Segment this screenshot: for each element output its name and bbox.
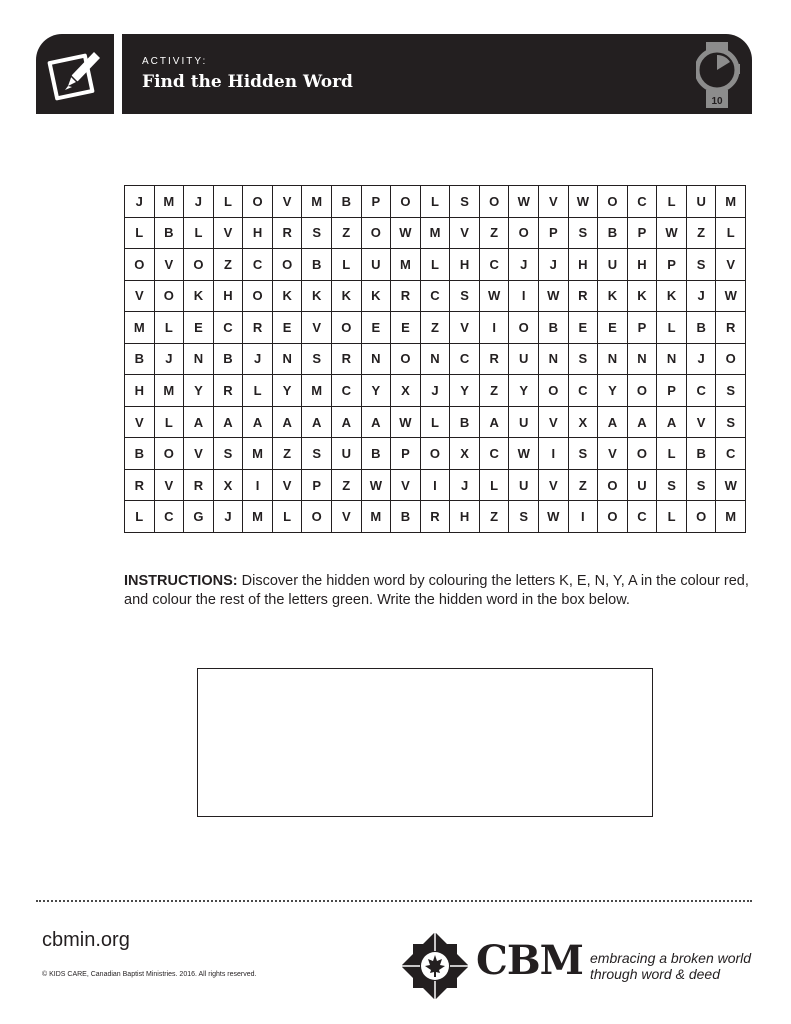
grid-cell[interactable]: S [687, 470, 717, 502]
grid-cell[interactable]: W [716, 281, 746, 313]
grid-cell[interactable]: Y [598, 375, 628, 407]
grid-cell[interactable]: C [480, 438, 510, 470]
grid-cell[interactable]: O [421, 438, 451, 470]
grid-cell[interactable]: W [509, 438, 539, 470]
grid-cell[interactable]: O [391, 344, 421, 376]
grid-cell[interactable]: O [480, 186, 510, 218]
grid-cell[interactable]: Y [509, 375, 539, 407]
grid-cell[interactable]: Z [480, 375, 510, 407]
grid-cell[interactable]: R [125, 470, 155, 502]
grid-cell[interactable]: E [569, 312, 599, 344]
grid-cell[interactable]: M [716, 501, 746, 533]
grid-cell[interactable]: V [539, 186, 569, 218]
grid-cell[interactable]: B [687, 438, 717, 470]
grid-cell[interactable]: C [450, 344, 480, 376]
grid-cell[interactable]: E [273, 312, 303, 344]
grid-cell[interactable]: O [598, 470, 628, 502]
grid-cell[interactable]: N [184, 344, 214, 376]
grid-cell[interactable]: Z [332, 218, 362, 250]
grid-cell[interactable]: S [687, 249, 717, 281]
grid-cell[interactable]: E [184, 312, 214, 344]
grid-cell[interactable]: J [687, 281, 717, 313]
grid-cell[interactable]: U [332, 438, 362, 470]
grid-cell[interactable]: C [687, 375, 717, 407]
grid-cell[interactable]: M [125, 312, 155, 344]
grid-cell[interactable]: H [569, 249, 599, 281]
grid-cell[interactable]: W [362, 470, 392, 502]
grid-cell[interactable]: S [302, 344, 332, 376]
header-icon-block [36, 34, 114, 114]
activity-kicker: ACTIVITY: [142, 56, 208, 67]
grid-cell[interactable]: C [716, 438, 746, 470]
grid-cell[interactable]: P [362, 186, 392, 218]
grid-cell[interactable]: L [657, 186, 687, 218]
grid-cell[interactable]: B [391, 501, 421, 533]
grid-cell[interactable]: W [391, 218, 421, 250]
grid-cell[interactable]: B [539, 312, 569, 344]
grid-cell[interactable]: R [273, 218, 303, 250]
grid-cell[interactable]: S [569, 438, 599, 470]
grid-cell[interactable]: S [509, 501, 539, 533]
grid-cell[interactable]: B [155, 218, 185, 250]
grid-cell[interactable]: A [362, 407, 392, 439]
grid-cell[interactable]: J [687, 344, 717, 376]
grid-cell[interactable]: L [480, 470, 510, 502]
grid-cell[interactable]: O [184, 249, 214, 281]
grid-cell[interactable]: A [332, 407, 362, 439]
grid-cell[interactable]: B [362, 438, 392, 470]
grid-cell[interactable]: K [184, 281, 214, 313]
grid-cell[interactable]: B [302, 249, 332, 281]
grid-cell[interactable]: L [716, 218, 746, 250]
grid-cell[interactable]: R [243, 312, 273, 344]
copyright: © KIDS CARE, Canadian Baptist Ministries. 2016. All rights reserved. [42, 971, 257, 978]
grid-cell[interactable]: J [125, 186, 155, 218]
grid-cell[interactable]: H [125, 375, 155, 407]
grid-cell[interactable]: O [509, 218, 539, 250]
grid-cell[interactable]: J [509, 249, 539, 281]
grid-cell[interactable]: O [687, 501, 717, 533]
grid-cell[interactable]: W [716, 470, 746, 502]
grid-cell[interactable]: V [155, 470, 185, 502]
grid-cell[interactable]: O [509, 312, 539, 344]
grid-cell[interactable]: X [391, 375, 421, 407]
instructions [124, 572, 754, 610]
grid-cell[interactable]: U [362, 249, 392, 281]
grid-cell[interactable]: M [302, 375, 332, 407]
grid-cell[interactable]: J [155, 344, 185, 376]
grid-cell[interactable]: C [628, 501, 658, 533]
grid-cell[interactable]: K [362, 281, 392, 313]
grid-cell[interactable]: S [569, 344, 599, 376]
grid-cell[interactable]: B [687, 312, 717, 344]
grid-cell[interactable]: M [243, 501, 273, 533]
site-url[interactable]: cbmin.org [42, 929, 130, 951]
grid-cell[interactable]: N [598, 344, 628, 376]
grid-cell[interactable]: N [657, 344, 687, 376]
grid-cell[interactable]: L [421, 249, 451, 281]
grid-cell[interactable]: Z [421, 312, 451, 344]
grid-cell[interactable]: C [421, 281, 451, 313]
stopwatch-icon [696, 42, 742, 108]
activity-title: Find the Hidden Word [142, 72, 353, 92]
grid-cell[interactable]: L [657, 312, 687, 344]
grid-cell[interactable]: P [391, 438, 421, 470]
grid-cell[interactable]: O [125, 249, 155, 281]
cbm-wordmark: CBM [476, 937, 583, 984]
grid-cell[interactable]: V [687, 407, 717, 439]
grid-cell[interactable]: V [184, 438, 214, 470]
grid-cell[interactable]: W [539, 501, 569, 533]
grid-cell[interactable]: O [362, 218, 392, 250]
grid-cell[interactable]: L [184, 218, 214, 250]
grid-cell[interactable]: C [569, 375, 599, 407]
grid-cell[interactable]: A [598, 407, 628, 439]
grid-cell[interactable]: R [214, 375, 244, 407]
grid-cell[interactable]: V [391, 470, 421, 502]
grid-cell[interactable]: P [302, 470, 332, 502]
grid-cell[interactable]: O [302, 501, 332, 533]
grid-cell[interactable]: U [509, 344, 539, 376]
grid-cell[interactable]: N [362, 344, 392, 376]
grid-cell[interactable]: X [569, 407, 599, 439]
grid-cell[interactable]: R [391, 281, 421, 313]
grid-cell[interactable]: K [332, 281, 362, 313]
grid-cell[interactable]: A [243, 407, 273, 439]
grid-cell[interactable]: L [155, 312, 185, 344]
grid-cell[interactable]: V [450, 312, 480, 344]
tagline-line-1: embracing a broken world [590, 950, 752, 966]
grid-cell[interactable]: A [657, 407, 687, 439]
grid-cell[interactable]: Z [687, 218, 717, 250]
grid-cell[interactable]: P [657, 249, 687, 281]
grid-cell[interactable]: O [716, 344, 746, 376]
grid-cell[interactable]: U [687, 186, 717, 218]
grid-cell[interactable]: X [214, 470, 244, 502]
grid-cell[interactable]: Z [273, 438, 303, 470]
grid-cell[interactable]: C [480, 249, 510, 281]
grid-cell[interactable]: I [569, 501, 599, 533]
grid-cell[interactable]: I [539, 438, 569, 470]
grid-cell[interactable]: M [716, 186, 746, 218]
grid-cell[interactable]: C [332, 375, 362, 407]
grid-cell[interactable]: U [509, 407, 539, 439]
instructions-text: Discover the hidden word by colouring the letters K, E, N, Y, A in the colour red, and colour the rest of the letters green. Write the hidden word in the box below. [124, 573, 749, 608]
grid-cell[interactable]: J [450, 470, 480, 502]
grid-cell[interactable]: C [214, 312, 244, 344]
grid-cell[interactable]: V [273, 470, 303, 502]
grid-cell[interactable]: Z [480, 218, 510, 250]
grid-cell[interactable]: H [450, 249, 480, 281]
tagline-line-2: through word & deed [590, 966, 720, 982]
grid-cell[interactable]: O [628, 375, 658, 407]
grid-cell[interactable]: L [273, 501, 303, 533]
cbm-maple-leaf-logo-icon [402, 933, 468, 999]
grid-cell[interactable]: P [628, 218, 658, 250]
grid-cell[interactable]: E [362, 312, 392, 344]
grid-cell[interactable]: V [273, 186, 303, 218]
grid-cell[interactable]: B [450, 407, 480, 439]
grid-cell[interactable]: N [273, 344, 303, 376]
grid-cell[interactable]: R [569, 281, 599, 313]
grid-cell[interactable]: L [125, 218, 155, 250]
grid-cell[interactable]: B [332, 186, 362, 218]
grid-cell[interactable]: B [125, 344, 155, 376]
grid-cell[interactable]: R [332, 344, 362, 376]
grid-cell[interactable]: A [214, 407, 244, 439]
grid-cell[interactable]: S [302, 218, 332, 250]
grid-cell[interactable]: L [332, 249, 362, 281]
grid-cell[interactable]: S [450, 186, 480, 218]
pencil-paper-icon [44, 42, 106, 106]
grid-cell[interactable]: P [657, 375, 687, 407]
footer-divider [36, 900, 752, 902]
grid-cell[interactable]: O [598, 501, 628, 533]
grid-cell[interactable]: V [302, 312, 332, 344]
grid-cell[interactable]: Y [184, 375, 214, 407]
grid-cell[interactable]: Y [273, 375, 303, 407]
grid-cell[interactable]: M [421, 218, 451, 250]
grid-cell[interactable]: H [214, 281, 244, 313]
grid-cell[interactable]: H [450, 501, 480, 533]
grid-cell[interactable]: W [509, 186, 539, 218]
grid-cell[interactable]: O [332, 312, 362, 344]
grid-cell[interactable]: S [657, 470, 687, 502]
grid-cell[interactable]: O [243, 186, 273, 218]
grid-cell[interactable]: M [243, 438, 273, 470]
grid-cell[interactable]: N [539, 344, 569, 376]
grid-cell[interactable]: V [332, 501, 362, 533]
grid-cell[interactable]: R [716, 312, 746, 344]
grid-cell[interactable]: K [628, 281, 658, 313]
grid-cell[interactable]: J [184, 186, 214, 218]
grid-cell[interactable]: S [569, 218, 599, 250]
grid-cell[interactable]: A [480, 407, 510, 439]
grid-cell[interactable]: I [243, 470, 273, 502]
grid-cell[interactable]: O [155, 438, 185, 470]
grid-cell[interactable]: M [155, 186, 185, 218]
grid-cell[interactable]: X [450, 438, 480, 470]
grid-cell[interactable]: L [125, 501, 155, 533]
grid-cell[interactable]: C [155, 501, 185, 533]
grid-cell[interactable]: O [243, 281, 273, 313]
grid-cell[interactable]: S [716, 407, 746, 439]
grid-cell[interactable]: E [391, 312, 421, 344]
grid-cell[interactable]: N [421, 344, 451, 376]
grid-cell[interactable]: S [450, 281, 480, 313]
grid-cell[interactable]: Z [569, 470, 599, 502]
grid-cell[interactable]: P [628, 312, 658, 344]
grid-cell[interactable]: O [598, 186, 628, 218]
grid-cell[interactable]: V [125, 407, 155, 439]
grid-cell[interactable]: R [421, 501, 451, 533]
grid-cell[interactable]: B [125, 438, 155, 470]
grid-cell[interactable]: L [155, 407, 185, 439]
grid-cell[interactable]: O [273, 249, 303, 281]
grid-cell[interactable]: C [628, 186, 658, 218]
grid-cell[interactable]: Z [214, 249, 244, 281]
grid-cell[interactable]: V [155, 249, 185, 281]
grid-cell[interactable]: R [184, 470, 214, 502]
grid-cell[interactable]: Y [362, 375, 392, 407]
grid-cell[interactable]: U [509, 470, 539, 502]
grid-cell[interactable]: L [421, 407, 451, 439]
grid-cell[interactable]: Z [332, 470, 362, 502]
grid-cell[interactable]: W [657, 218, 687, 250]
grid-cell[interactable]: L [214, 186, 244, 218]
grid-cell[interactable]: S [214, 438, 244, 470]
header-bar [122, 34, 752, 114]
grid-cell[interactable]: S [302, 438, 332, 470]
answer-box[interactable] [197, 668, 653, 817]
grid-cell[interactable]: I [421, 470, 451, 502]
word-search-grid [124, 185, 746, 533]
grid-cell[interactable]: M [391, 249, 421, 281]
grid-cell[interactable]: Y [450, 375, 480, 407]
grid-cell[interactable]: O [391, 186, 421, 218]
grid-cell[interactable]: G [184, 501, 214, 533]
grid-cell[interactable]: L [657, 438, 687, 470]
grid-cell[interactable]: V [716, 249, 746, 281]
grid-cell[interactable]: V [214, 218, 244, 250]
grid-cell[interactable]: V [539, 470, 569, 502]
grid-cell[interactable]: H [628, 249, 658, 281]
cbm-tagline [590, 950, 751, 982]
timer-minutes: 10 [711, 96, 723, 107]
grid-cell[interactable]: J [421, 375, 451, 407]
grid-cell[interactable]: M [362, 501, 392, 533]
grid-cell[interactable]: B [598, 218, 628, 250]
grid-cell[interactable]: U [598, 249, 628, 281]
grid-cell[interactable]: J [214, 501, 244, 533]
grid-cell[interactable]: W [569, 186, 599, 218]
grid-cell[interactable]: L [657, 501, 687, 533]
grid-cell[interactable]: L [243, 375, 273, 407]
grid-cell[interactable]: V [539, 407, 569, 439]
grid-cell[interactable]: C [243, 249, 273, 281]
grid-cell[interactable]: W [539, 281, 569, 313]
grid-cell[interactable]: I [509, 281, 539, 313]
grid-cell[interactable]: K [598, 281, 628, 313]
grid-cell[interactable]: A [302, 407, 332, 439]
grid-cell[interactable]: J [243, 344, 273, 376]
grid-cell[interactable]: N [628, 344, 658, 376]
grid-cell[interactable]: U [628, 470, 658, 502]
grid-cell[interactable]: K [657, 281, 687, 313]
grid-cell[interactable]: Z [480, 501, 510, 533]
grid-cell[interactable]: V [598, 438, 628, 470]
grid-cell[interactable]: H [243, 218, 273, 250]
grid-cell[interactable]: A [184, 407, 214, 439]
grid-cell[interactable]: R [480, 344, 510, 376]
grid-cell[interactable]: W [391, 407, 421, 439]
grid-cell[interactable]: O [155, 281, 185, 313]
grid-cell[interactable]: O [628, 438, 658, 470]
grid-cell[interactable]: A [628, 407, 658, 439]
grid-cell[interactable]: O [539, 375, 569, 407]
grid-cell[interactable]: J [539, 249, 569, 281]
grid-cell[interactable]: S [716, 375, 746, 407]
grid-cell[interactable]: P [539, 218, 569, 250]
grid-cell[interactable]: A [273, 407, 303, 439]
grid-cell[interactable]: E [598, 312, 628, 344]
grid-cell[interactable]: V [125, 281, 155, 313]
grid-cell[interactable]: M [302, 186, 332, 218]
grid-cell[interactable]: W [480, 281, 510, 313]
instructions-label: INSTRUCTIONS: [124, 573, 238, 589]
grid-cell[interactable]: K [273, 281, 303, 313]
grid-cell[interactable]: I [480, 312, 510, 344]
grid-cell[interactable]: K [302, 281, 332, 313]
grid-cell[interactable]: B [214, 344, 244, 376]
grid-cell[interactable]: L [421, 186, 451, 218]
grid-cell[interactable]: V [450, 218, 480, 250]
grid-cell[interactable]: M [155, 375, 185, 407]
